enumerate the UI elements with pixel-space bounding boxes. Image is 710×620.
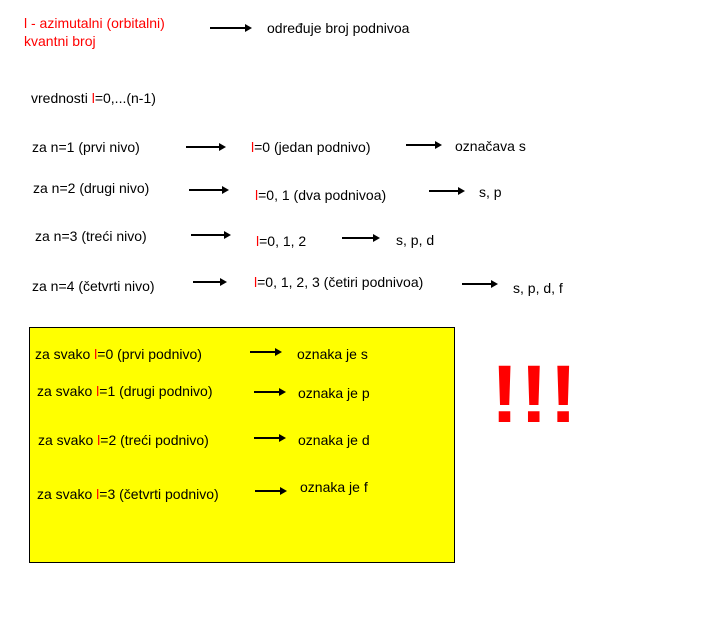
box-row-label: za svako l=1 (drugi podnivo) (37, 383, 213, 399)
arrow-icon (342, 237, 374, 239)
level-result: označava s (455, 138, 526, 154)
title-line-2: kvantni broj (24, 33, 96, 49)
box-row-result: oznaka je p (298, 385, 370, 401)
arrow-icon (189, 189, 223, 191)
arrow-icon (254, 437, 280, 439)
arrow-icon (255, 490, 281, 492)
arrow-icon (406, 144, 436, 146)
box-row-result: oznaka je f (300, 479, 368, 495)
arrow-icon (254, 391, 280, 393)
box-row-label: za svako l=3 (četvrti podnivo) (37, 486, 219, 502)
title-line-1: l - azimutalni (orbitalni) (24, 15, 165, 31)
level-values: l=0, 1, 2 (256, 233, 307, 249)
box-row-label: za svako l=2 (treći podnivo) (38, 432, 209, 448)
level-values: l=0, 1, 2, 3 (četiri podnivoa) (254, 274, 424, 290)
level-result: s, p, d, f (513, 280, 563, 296)
level-result: s, p (479, 184, 502, 200)
arrow-icon (462, 283, 492, 285)
level-result: s, p, d (396, 232, 435, 248)
level-label: za n=3 (treći nivo) (35, 228, 147, 244)
arrow-icon (191, 234, 225, 236)
arrow-icon (210, 27, 246, 29)
box-row-result: oznaka je s (297, 346, 368, 362)
level-label: za n=1 (prvi nivo) (32, 139, 140, 155)
values-line: vrednosti l=0,...(n-1) (31, 90, 156, 106)
exclamation-marks: !!! (491, 349, 579, 440)
box-row-label: za svako l=0 (prvi podnivo) (35, 346, 202, 362)
level-values: l=0, 1 (dva podnivoa) (255, 187, 387, 203)
description-text: određuje broj podnivoa (267, 20, 410, 36)
arrow-icon (186, 146, 220, 148)
arrow-icon (193, 281, 221, 283)
arrow-icon (429, 190, 459, 192)
level-label: za n=2 (drugi nivo) (33, 180, 150, 196)
arrow-icon (250, 351, 276, 353)
level-label: za n=4 (četvrti nivo) (32, 278, 155, 294)
box-row-result: oznaka je d (298, 432, 370, 448)
level-values: l=0 (jedan podnivo) (251, 139, 371, 155)
